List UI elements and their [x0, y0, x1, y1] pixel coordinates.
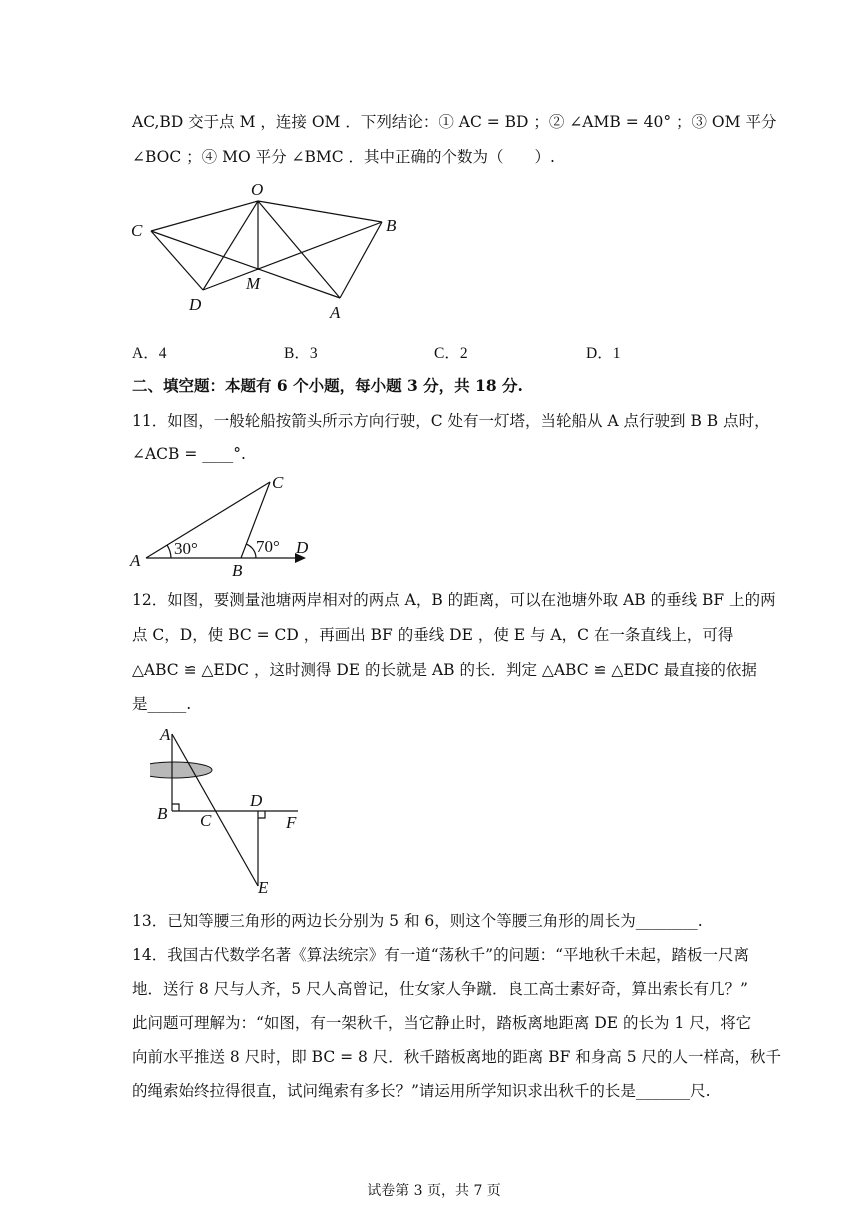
label-C: C — [272, 473, 284, 492]
q10-option-b: B．3 — [284, 345, 318, 362]
right-angle-mark-B — [172, 804, 179, 811]
q10-option-a: A．4 — [132, 345, 167, 362]
q13-line-1: 13．已知等腰三角形的两边长分别为 5 和 6，则这个等腰三角形的周长为________. — [132, 912, 703, 930]
q10-option-d: D．1 — [586, 345, 621, 362]
seg-BD — [203, 222, 382, 290]
label-O: O — [251, 180, 264, 199]
section-2-heading: 二、填空题：本题有 6 个小题，每小题 3 分，共 18 分. — [132, 376, 523, 395]
q11-line-2: ∠ACB = ____°. — [132, 445, 246, 463]
seg-OB — [258, 201, 382, 222]
page-footer: 试卷第 3 页，共 7 页 — [367, 1183, 501, 1199]
q11-line-1: 11．如图，一般轮船按箭头所示方向行驶，C 处有一灯塔，当轮船从 A 点行驶到 B B 点时， — [132, 412, 770, 430]
angle-arc-30 — [167, 545, 171, 558]
q12-line-4: 是_____. — [132, 695, 192, 713]
q12-figure — [150, 724, 310, 896]
q14-line-4: 向前水平推送 8 尺时，即 BC = 8 尺．秋千踏板离地的距离 BF 和身高 5 尺的人一样高，秋千 — [132, 1048, 782, 1066]
label-F: F — [286, 813, 297, 832]
q12-line-3: △ABC ≌ △EDC ，这时测得 DE 的长就是 AB 的长．判定 △ABC ≌ △EDC 最直接的依据 — [132, 661, 757, 679]
label-A: A — [130, 551, 141, 570]
seg-BA — [340, 222, 382, 298]
label-B: B — [157, 804, 168, 823]
seg-AE — [172, 734, 258, 886]
label-A: A — [160, 725, 171, 744]
q12-line-1: 12．如图，要测量池塘两岸相对的两点 A，B 的距离，可以在池塘外取 AB 的垂线 BF 上的两 — [132, 591, 776, 609]
q10-line-1: AC,BD 交于点 M ，连接 OM ．下列结论：① AC = BD ；② ∠AMB = 40° ；③ OM 平分 — [132, 113, 777, 131]
q10-figure — [125, 178, 415, 328]
label-M: M — [246, 274, 261, 293]
q10-line-2: ∠BOC ；④ MO 平分 ∠BMC ．其中正确的个数为（ ）. — [132, 148, 555, 166]
q11-figure — [128, 470, 328, 578]
q14-line-2: 地．送行 8 尺与人齐，5 尺人高曾记，仕女家人争蹴．良工高士素好奇，算出索长有几？” — [132, 980, 748, 998]
q14-line-5: 的绳索始终拉得很直，试问绳索有多长？”请运用所学知识求出秋千的长是_______尺. — [132, 1082, 711, 1100]
label-A: A — [330, 303, 341, 322]
q14-line-3: 此问题可理解为：“如图，有一架秋千，当它静止时，踏板离地距离 DE 的长为 1 尺，将它 — [132, 1014, 752, 1032]
label-D: D — [189, 295, 202, 314]
label-E: E — [258, 878, 269, 896]
label-C: C — [200, 811, 212, 830]
label-B: B — [232, 561, 243, 578]
angle-arc-70 — [246, 544, 256, 558]
q10-option-c: C．2 — [434, 345, 468, 362]
q12-line-2: 点 C，D，使 BC = CD ，再画出 BF 的垂线 DE ，使 E 与 A，C 在一条直线上，可得 — [132, 626, 734, 644]
label-B: B — [386, 216, 397, 235]
angle-70-label: 70° — [256, 537, 280, 556]
q14-line-1: 14．我国古代数学名著《算法统宗》有一道“荡秋千”的问题：“平地秋千未起，踏板一尺离 — [132, 946, 749, 964]
right-angle-mark-D — [258, 811, 265, 818]
angle-30-label: 30° — [174, 539, 198, 558]
label-D: D — [296, 538, 309, 557]
pond-shape — [150, 762, 212, 778]
label-D: D — [250, 791, 263, 810]
label-C: C — [131, 221, 143, 240]
